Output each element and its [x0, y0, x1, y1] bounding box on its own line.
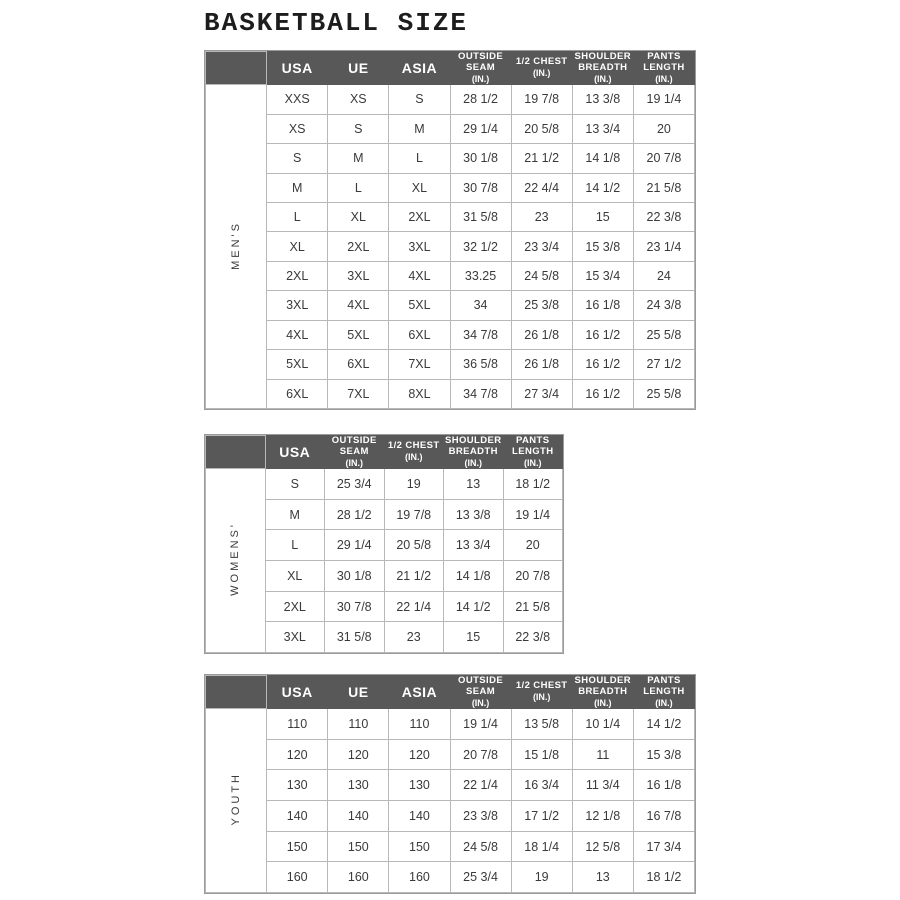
column-header: [511, 676, 572, 709]
table-cell: 3XL: [389, 232, 450, 261]
table-row: [206, 831, 695, 862]
table-cell: 31 5/8: [450, 202, 511, 231]
table-cell: M: [389, 114, 450, 143]
table-cell: 31 5/8: [325, 622, 385, 653]
table-row: [206, 114, 695, 143]
column-header: [389, 52, 450, 85]
table-cell: 34: [450, 291, 511, 320]
table-cell: 19: [511, 862, 572, 893]
table-cell: 120: [389, 739, 450, 770]
table-cell: 14 1/8: [444, 561, 504, 592]
table-cell: 160: [328, 862, 389, 893]
table-cell: 130: [389, 770, 450, 801]
column-header: [511, 52, 572, 85]
table-cell: 18 1/2: [633, 862, 694, 893]
table-cell: 16 3/4: [511, 770, 572, 801]
column-header-label: PANTS LENGTH: [512, 435, 554, 457]
table-cell: 29 1/4: [450, 114, 511, 143]
table-cell: 160: [267, 862, 328, 893]
table-cell: 17 1/2: [511, 801, 572, 832]
table-cell: XL: [389, 173, 450, 202]
table-cell: 26 1/8: [511, 350, 572, 379]
column-header-unit: (IN.): [655, 697, 673, 708]
table-cell: 30 7/8: [325, 591, 385, 622]
table-cell: 110: [267, 709, 328, 740]
table-row: [206, 320, 695, 349]
column-header: [325, 436, 385, 469]
column-header-unit: (IN.): [594, 697, 612, 708]
table-row: [206, 379, 695, 408]
men-table-grid: [205, 51, 695, 409]
table-cell: 34 7/8: [450, 379, 511, 408]
table-row: [206, 202, 695, 231]
table-cell: 13 3/4: [444, 530, 504, 561]
column-header: [328, 676, 389, 709]
column-header-unit: (IN.): [471, 73, 490, 84]
table-cell: 16 1/2: [572, 350, 633, 379]
table-cell: 3XL: [267, 291, 328, 320]
table-cell: 150: [389, 831, 450, 862]
table-cell: 16 7/8: [633, 801, 694, 832]
table-cell: 7XL: [328, 379, 389, 408]
table-cell: L: [328, 173, 389, 202]
table-cell: 22 4/4: [511, 173, 572, 202]
table-cell: 18 1/4: [511, 831, 572, 862]
column-header-label: USA: [281, 59, 313, 76]
table-row: [206, 770, 695, 801]
table-cell: 36 5/8: [450, 350, 511, 379]
table-cell: 11: [572, 739, 633, 770]
column-header-label: UE: [348, 59, 369, 76]
table-cell: 15: [444, 622, 504, 653]
column-header: [328, 52, 389, 85]
table-cell: 4XL: [328, 291, 389, 320]
table-cell: 28 1/2: [450, 85, 511, 114]
table-cell: 19: [384, 469, 444, 500]
page-title: BASKETBALL SIZE: [204, 8, 469, 38]
table-row: [206, 232, 695, 261]
table-cell: 20 7/8: [503, 561, 563, 592]
table-header-row: [206, 676, 695, 709]
table-cell: 5XL: [267, 350, 328, 379]
table-cell: 25 5/8: [633, 320, 694, 349]
table-cell: M: [267, 173, 328, 202]
table-cell: 21 5/8: [503, 591, 563, 622]
table-cell: 28 1/2: [325, 499, 385, 530]
column-header-label: OUTSIDE SEAM: [458, 51, 504, 73]
group-label-men: [206, 85, 267, 409]
table-cell: L: [389, 144, 450, 173]
table-cell: 21 1/2: [384, 561, 444, 592]
table-cell: 110: [389, 709, 450, 740]
table-cell: 25 5/8: [633, 379, 694, 408]
women-table-grid: [205, 435, 563, 653]
table-cell: 23 1/4: [633, 232, 694, 261]
table-corner-cell: [206, 436, 266, 469]
column-header: [265, 436, 325, 469]
table-cell: 15 3/4: [572, 261, 633, 290]
table-cell: 20 5/8: [511, 114, 572, 143]
table-cell: M: [265, 499, 325, 530]
table-cell: 22 3/8: [503, 622, 563, 653]
column-header-unit: (IN.): [464, 457, 482, 468]
table-header-row: [206, 52, 695, 85]
column-header: [450, 52, 511, 85]
table-cell: 21 1/2: [511, 144, 572, 173]
table-cell: 140: [389, 801, 450, 832]
table-cell: 19 1/4: [503, 499, 563, 530]
table-cell: 140: [328, 801, 389, 832]
table-cell: 2XL: [267, 261, 328, 290]
table-cell: 23 3/8: [450, 801, 511, 832]
column-header-label: SHOULDER BREADTH: [574, 675, 632, 697]
column-header: [267, 676, 328, 709]
table-cell: 22 1/4: [384, 591, 444, 622]
table-cell: 4XL: [267, 320, 328, 349]
column-header-label: SHOULDER BREADTH: [444, 435, 502, 457]
table-cell: 30 1/8: [325, 561, 385, 592]
column-header-label: 1/2 CHEST: [515, 680, 568, 692]
table-cell: 29 1/4: [325, 530, 385, 561]
table-cell: XL: [265, 561, 325, 592]
column-header: [444, 436, 504, 469]
column-header-label: OUTSIDE SEAM: [331, 435, 377, 457]
column-header-unit: (IN.): [594, 73, 612, 84]
table-cell: 8XL: [389, 379, 450, 408]
column-header: [572, 676, 633, 709]
table-cell: L: [265, 530, 325, 561]
table-cell: 25 3/4: [450, 862, 511, 893]
table-row: [206, 469, 563, 500]
table-cell: 130: [328, 770, 389, 801]
table-cell: S: [267, 144, 328, 173]
column-header-unit: (IN.): [532, 68, 551, 79]
table-cell: 15 1/8: [511, 739, 572, 770]
table-cell: 3XL: [265, 622, 325, 653]
table-cell: 16 1/2: [572, 379, 633, 408]
table-cell: 13 5/8: [511, 709, 572, 740]
table-row: [206, 173, 695, 202]
column-header-unit: (IN.): [532, 692, 551, 703]
youth-size-table: [204, 674, 696, 894]
table-cell: 13: [444, 469, 504, 500]
group-label-text: MEN'S: [229, 220, 242, 270]
column-header-label: PANTS LENGTH: [643, 675, 685, 697]
table-cell: 24 3/8: [633, 291, 694, 320]
table-cell: 120: [267, 739, 328, 770]
table-cell: 18 1/2: [503, 469, 563, 500]
table-header-row: [206, 436, 563, 469]
table-cell: 34 7/8: [450, 320, 511, 349]
group-label-youth: [206, 709, 267, 893]
table-cell: 22 1/4: [450, 770, 511, 801]
table-cell: 2XL: [265, 591, 325, 622]
table-row: [206, 350, 695, 379]
column-header-unit: (IN.): [655, 73, 673, 84]
table-cell: 24: [633, 261, 694, 290]
table-cell: 19 1/4: [450, 709, 511, 740]
table-cell: 15 3/8: [572, 232, 633, 261]
group-label-women: [206, 469, 266, 653]
table-cell: 13 3/4: [572, 114, 633, 143]
table-cell: 6XL: [389, 320, 450, 349]
column-header: [503, 436, 563, 469]
table-cell: 22 3/8: [633, 202, 694, 231]
table-cell: 150: [267, 831, 328, 862]
column-header-label: ASIA: [401, 683, 438, 700]
table-cell: 20: [633, 114, 694, 143]
table-row: [206, 739, 695, 770]
table-cell: 120: [328, 739, 389, 770]
table-cell: 4XL: [389, 261, 450, 290]
column-header: [389, 676, 450, 709]
table-cell: 20 5/8: [384, 530, 444, 561]
table-corner-cell: [206, 676, 267, 709]
column-header-unit: (IN.): [345, 457, 363, 468]
table-cell: 19 1/4: [633, 85, 694, 114]
table-cell: 16 1/8: [572, 291, 633, 320]
column-header: [633, 52, 694, 85]
table-cell: 13 3/8: [444, 499, 504, 530]
table-cell: XS: [328, 85, 389, 114]
table-cell: 21 5/8: [633, 173, 694, 202]
table-row: [206, 144, 695, 173]
table-cell: 23 3/4: [511, 232, 572, 261]
table-cell: 12 1/8: [572, 801, 633, 832]
table-cell: 25 3/8: [511, 291, 572, 320]
column-header-unit: (IN.): [524, 457, 542, 468]
table-cell: 6XL: [267, 379, 328, 408]
table-cell: 27 3/4: [511, 379, 572, 408]
table-cell: 13 3/8: [572, 85, 633, 114]
table-cell: 14 1/8: [572, 144, 633, 173]
table-cell: 24 5/8: [511, 261, 572, 290]
mens-size-table: [204, 50, 696, 410]
column-header: [633, 676, 694, 709]
table-cell: 6XL: [328, 350, 389, 379]
table-cell: S: [328, 114, 389, 143]
table-row: [206, 801, 695, 832]
table-cell: 3XL: [328, 261, 389, 290]
table-cell: 2XL: [389, 202, 450, 231]
table-cell: 33.25: [450, 261, 511, 290]
table-cell: 27 1/2: [633, 350, 694, 379]
column-header-label: UE: [348, 683, 369, 700]
table-cell: 16 1/2: [572, 320, 633, 349]
table-cell: M: [328, 144, 389, 173]
table-cell: 23: [511, 202, 572, 231]
table-cell: 30 7/8: [450, 173, 511, 202]
table-cell: 5XL: [328, 320, 389, 349]
table-cell: XXS: [267, 85, 328, 114]
column-header-label: 1/2 CHEST: [387, 440, 440, 452]
table-cell: 19 7/8: [384, 499, 444, 530]
table-cell: 19 7/8: [511, 85, 572, 114]
column-header-label: USA: [279, 443, 311, 460]
table-cell: 130: [267, 770, 328, 801]
table-cell: 2XL: [328, 232, 389, 261]
table-cell: 15 3/8: [633, 739, 694, 770]
column-header: [384, 436, 444, 469]
table-cell: 5XL: [389, 291, 450, 320]
table-row: [206, 862, 695, 893]
column-header: [267, 52, 328, 85]
table-cell: L: [267, 202, 328, 231]
column-header-label: PANTS LENGTH: [643, 51, 685, 73]
table-row: [206, 709, 695, 740]
group-label-text: WOMENS': [228, 522, 241, 596]
table-cell: 10 1/4: [572, 709, 633, 740]
table-cell: 7XL: [389, 350, 450, 379]
table-cell: 20: [503, 530, 563, 561]
column-header: [450, 676, 511, 709]
column-header-unit: (IN.): [405, 452, 423, 463]
youth-table-grid: [205, 675, 695, 893]
table-cell: 11 3/4: [572, 770, 633, 801]
table-cell: 140: [267, 801, 328, 832]
table-cell: 26 1/8: [511, 320, 572, 349]
table-cell: XL: [328, 202, 389, 231]
table-row: [206, 291, 695, 320]
table-cell: 15: [572, 202, 633, 231]
table-cell: 150: [328, 831, 389, 862]
table-cell: XL: [267, 232, 328, 261]
table-cell: 14 1/2: [572, 173, 633, 202]
column-header-label: USA: [281, 683, 313, 700]
table-cell: 160: [389, 862, 450, 893]
column-header-label: OUTSIDE SEAM: [458, 675, 504, 697]
table-cell: 23: [384, 622, 444, 653]
table-cell: XS: [267, 114, 328, 143]
column-header: [572, 52, 633, 85]
table-cell: 17 3/4: [633, 831, 694, 862]
column-header-unit: (IN.): [471, 697, 490, 708]
table-cell: 24 5/8: [450, 831, 511, 862]
table-cell: 14 1/2: [444, 591, 504, 622]
table-cell: 12 5/8: [572, 831, 633, 862]
table-cell: S: [265, 469, 325, 500]
table-row: [206, 261, 695, 290]
column-header-label: 1/2 CHEST: [515, 56, 568, 68]
table-cell: 20 7/8: [450, 739, 511, 770]
table-row: [206, 85, 695, 114]
table-cell: S: [389, 85, 450, 114]
table-corner-cell: [206, 52, 267, 85]
table-cell: 16 1/8: [633, 770, 694, 801]
table-cell: 110: [328, 709, 389, 740]
table-cell: 32 1/2: [450, 232, 511, 261]
column-header-label: SHOULDER BREADTH: [574, 51, 632, 73]
table-cell: 25 3/4: [325, 469, 385, 500]
table-cell: 13: [572, 862, 633, 893]
womens-size-table: [204, 434, 564, 654]
table-cell: 20 7/8: [633, 144, 694, 173]
table-cell: 14 1/2: [633, 709, 694, 740]
group-label-text: YOUTH: [229, 772, 242, 826]
column-header-label: ASIA: [401, 59, 438, 76]
table-cell: 30 1/8: [450, 144, 511, 173]
